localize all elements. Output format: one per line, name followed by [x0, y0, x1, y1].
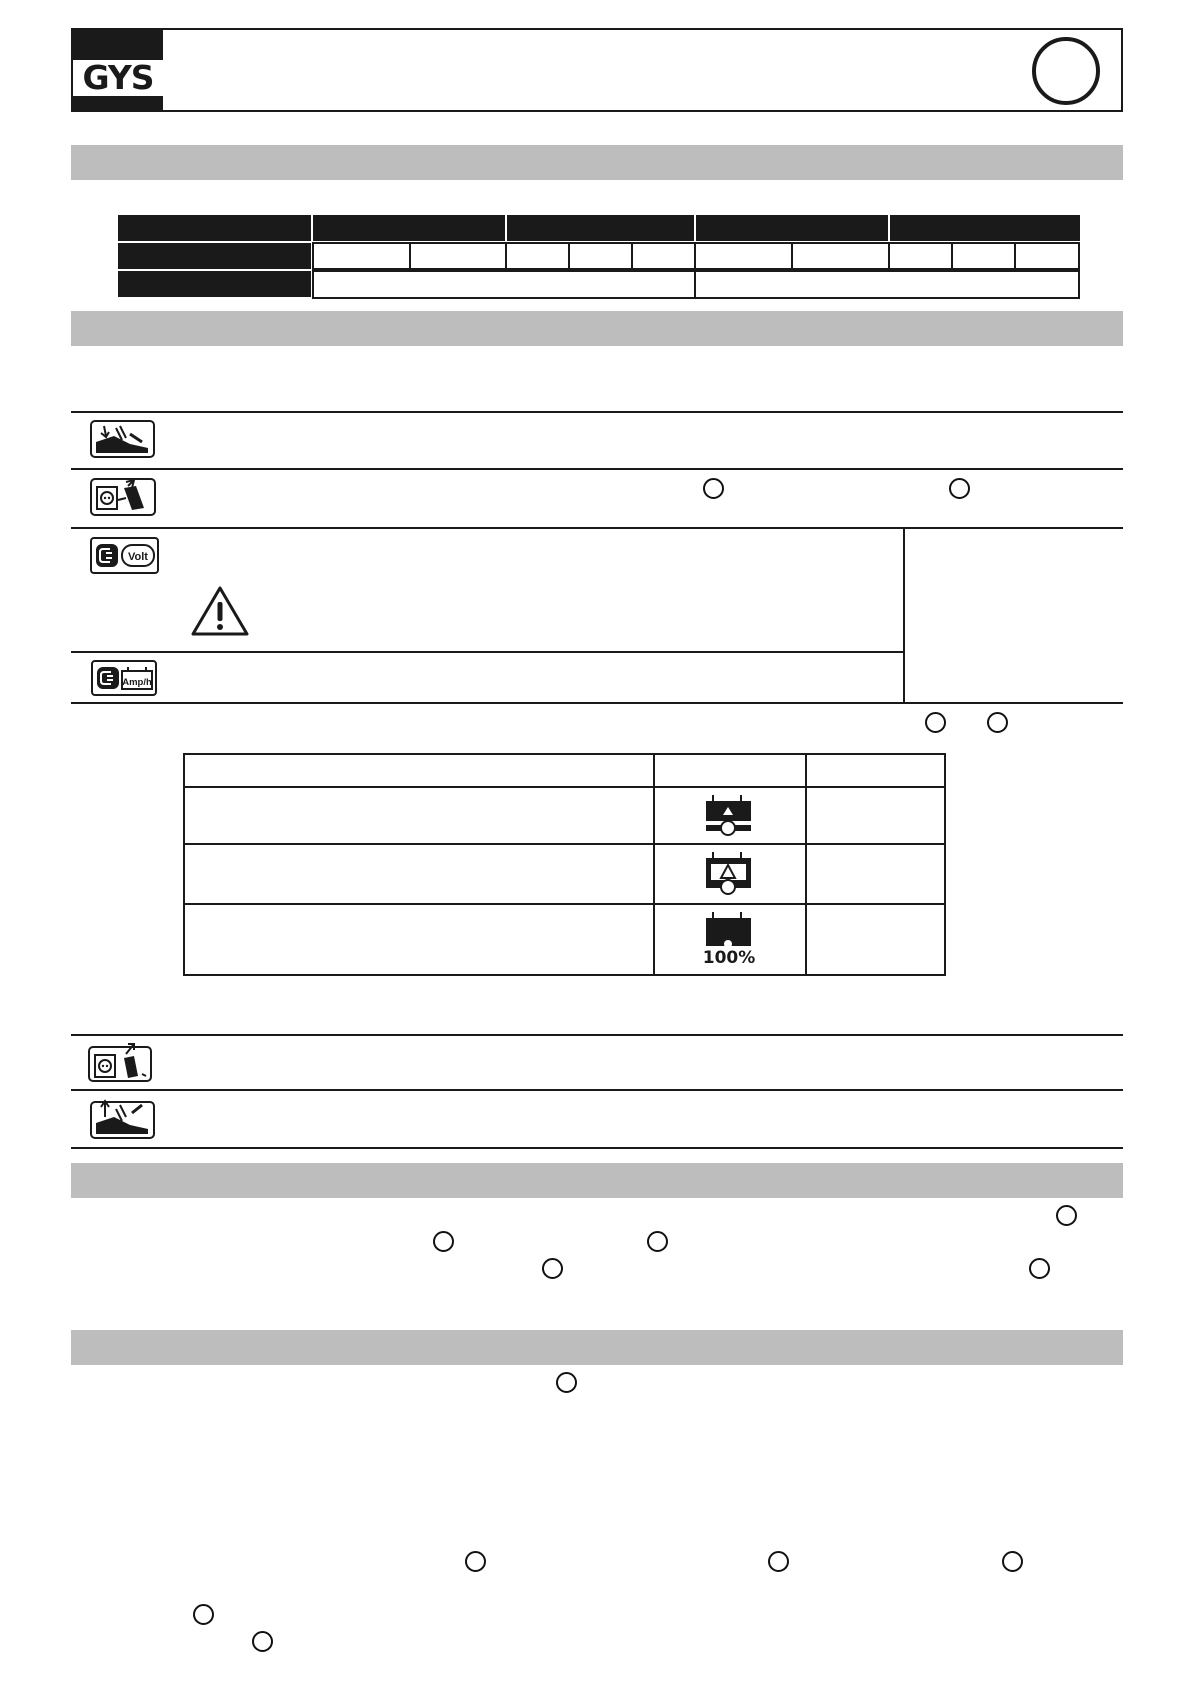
spec-divider [951, 242, 953, 270]
volt-selector-icon [90, 537, 159, 574]
svg-text:Amp/h: Amp/h [122, 677, 152, 688]
page-header [71, 28, 1123, 112]
spec-row3-label [118, 271, 311, 297]
svg-text:Volt: Volt [128, 551, 148, 563]
spec-divider [631, 242, 633, 270]
spec-divider [694, 242, 696, 270]
spec-header-col4 [890, 215, 1080, 241]
spec-divider [694, 270, 696, 299]
rule [71, 527, 1123, 529]
status-table-rule [183, 786, 946, 788]
spec-table [118, 215, 1080, 299]
rule [71, 1089, 1123, 1091]
reference-circle [768, 1551, 789, 1572]
spec-header-label [118, 215, 311, 241]
section-bar-protections [71, 1163, 1123, 1198]
spec-divider [888, 242, 890, 270]
mains-plug-disconnect-icon [88, 1042, 152, 1082]
logo-text: GYS [82, 58, 154, 97]
clamp-connect-icon [90, 420, 155, 458]
rule [71, 468, 1123, 470]
spec-header-col1 [313, 215, 505, 241]
reference-circle [465, 1551, 486, 1572]
language-circle [1032, 37, 1100, 105]
section-bar-use [71, 311, 1123, 346]
spec-divider [568, 242, 570, 270]
reference-circle [703, 478, 724, 499]
spec-header-col2 [507, 215, 694, 241]
reference-circle [925, 712, 946, 733]
battery-full-icon [703, 910, 755, 946]
reference-circle [949, 478, 970, 499]
spec-header-col3 [696, 215, 888, 241]
reference-circle [1002, 1551, 1023, 1572]
reference-circle [1029, 1258, 1050, 1279]
rule [71, 1147, 1123, 1149]
battery-charging-low-icon [703, 793, 755, 838]
section-bar-specs [71, 145, 1123, 180]
rule [71, 702, 1123, 704]
clamp-disconnect-icon [90, 1097, 155, 1139]
spec-row3-cells [312, 270, 1080, 299]
rule-vertical [903, 527, 905, 703]
reference-circle [433, 1231, 454, 1252]
spec-divider [791, 242, 793, 270]
reference-circle [542, 1258, 563, 1279]
battery-charging-mid-icon [703, 850, 755, 898]
reference-circle [647, 1231, 668, 1252]
warning-triangle-icon [190, 585, 250, 637]
spec-divider [1014, 242, 1016, 270]
status-table-rule [183, 903, 946, 905]
spec-divider [505, 242, 507, 270]
rule [71, 651, 904, 653]
spec-row2-label [118, 243, 311, 269]
reference-circle [1056, 1205, 1077, 1226]
spec-row2-cells [312, 242, 1080, 270]
reference-circle [252, 1631, 273, 1652]
reference-circle [556, 1372, 577, 1393]
reference-circle [987, 712, 1008, 733]
battery-full-label: 100% [702, 948, 756, 968]
amph-selector-icon [91, 660, 157, 696]
spec-divider [409, 242, 411, 270]
mains-plug-connect-icon [90, 478, 156, 516]
rule [71, 411, 1123, 413]
status-table-rule [183, 843, 946, 845]
reference-circle [193, 1604, 214, 1625]
gys-logo [73, 30, 163, 110]
rule [71, 1034, 1123, 1036]
section-bar-guarantee [71, 1330, 1123, 1365]
